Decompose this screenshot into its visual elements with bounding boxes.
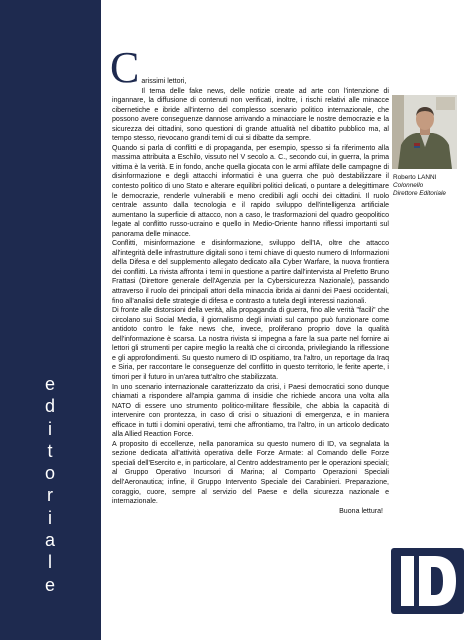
- author-photo: [392, 95, 457, 169]
- signoff: Buona lettura!: [339, 507, 383, 515]
- vertical-heading: [0, 373, 101, 596]
- drop-cap: C: [110, 43, 140, 92]
- paragraph: In uno scenario internazionale caratterizzato da crisi, i Paesi democratici sono dunque chiamati a rispondere all'ampia gamma di insidie che richiede ancora una volta alla NATO di essere uno strumento politico-militare flessibile, che abbia la capacità di intervenire con prontezza, in caso di crisi o situazioni di emergenza, e in maniera efficace in tutti i domini operativi, temi che affrontiamo, tra l'altro, in un articolo dedicato alla Allied Reaction Force.: [112, 383, 389, 439]
- heading-letter: r: [47, 485, 54, 506]
- heading-letter: e: [44, 374, 56, 394]
- heading-letter: l: [48, 552, 53, 573]
- author-role: Direttore Editoriale: [393, 190, 446, 197]
- greeting: arissimi lettori,: [141, 78, 187, 85]
- paragraph: Quando si parla di conflitti e di propaganda, per esempio, spesso si fa riferimento alla massima attribuita a Eschilo, vissuto nel V secolo a. C., secondo cui, in guerra, la prima vittima è la verità. E in fondo, anche quella giocata con le armi affilate delle campagne di disinformazione e degli attacchi informatici è una guerra che può destabilizzare il contesto politico di uno Stato e alterare equilibri politici delicati, o puntare a delegittimare le democrazie, renderle vulnerabili e meno credibili agli occhi dei cittadini. Il ruolo centrale assunto dalla tecnologia e il rapido sviluppo dell'intelligenza artificiale aumentano la superficie di attacco, non a caso, le trasformazioni del quadro geopolitico legate al conflitto russo-ucraino e quello in Medio-Oriente hanno riflessi importanti sul panorama delle minacce.: [112, 144, 389, 238]
- heading-letter: a: [44, 530, 56, 551]
- author-rank: Colonnello: [393, 182, 424, 189]
- heading-letter: e: [44, 574, 56, 595]
- paragraph: Conflitti, misinformazione e disinformazione, sviluppo dell'IA, oltre che attacco all'integrità delle infrastrutture digitali sono i temi chiave di questo numero di Informazioni della Difesa e del supplemento allegato dedicato alla Cyber Warfare, la nuova frontiera dei conflitti. La rivista affronta i temi in questione a partire dall'intervista al Prefetto Bruno Frattasi (Direttore generale dell'Agenzia per la Cybersicurezza Nazionale), passando attraverso il ruolo dei principali attori della minaccia ibrida ai danni dei Paesi occidentali, fino all'analisi delle strategie di difesa e contrasto a tutela degli interessi nazionali.: [112, 240, 389, 305]
- paragraph: Di fronte alle distorsioni della verità, alla propaganda di guerra, fino alle verità "facili" che circolano sui Social Media, il giornalismo degli inviati sul campo può funzionare come antidoto contro le fake news che, invece, proliferano proprio dove la qualità dell'informazione è scarsa. La nostra rivista si impegna a fare la sua parte nel fornire ai lettori gli strumenti per capire meglio la realtà che ci circonda, privilegiando la riflessione e gli approfondimenti. Su questo numero di ID ospitiamo, tra l'altro, un reportage da Iraq e Siria, per raccontare le conseguenze del conflitto in questo territorio, le ferite aperte, i timori per il futuro in un'area tutt'altro che stabilizzata.: [112, 307, 389, 381]
- heading-letter: t: [47, 440, 54, 461]
- paragraph: A proposito di eccellenze, nella panoramica su questo numero di ID, va segnalata la sezione dedicata all'attività operativa delle Forze Armate: al Comando delle Forze speciali dell'Esercito e, in particolare, al Centro addestramento per le operazioni speciali; al Gruppo Operativo Incursori di Marina; al Comparto Operazioni Speciali dell'Aeronautica; infine, il Gruppo Intervento Speciale dei Carabinieri. Preparazione, coraggio, cuore, sempre al servizio del Paese e della sicurezza nazionale e internazionale.: [112, 440, 389, 506]
- id-logo: [391, 548, 464, 614]
- editorial-article: [110, 43, 389, 516]
- heading-letter: i: [48, 507, 53, 528]
- author-name: Roberto LANNI: [393, 174, 437, 181]
- author-caption: [393, 174, 446, 198]
- heading-letter: i: [48, 418, 53, 439]
- heading-letter: d: [44, 396, 56, 417]
- paragraph: Il tema delle fake news, delle notizie create ad arte con l'intenzione di ingannare, la diffusione di contenuti non verificati, inoltre, i rischi relativi alle minacce cibernetiche e ibride all'interno del complesso scenario politico internazionale, che possono avere conseguenze dannose arrivando a minacciare le nostre democrazie e la sicurezza dei cittadini, sono questioni di grande attualità nel dibattito pubblico ma, al tempo stesso, rievocano grandi temi di cui si dibatte da sempre.: [112, 87, 389, 143]
- editorial-sidebar: [0, 0, 101, 640]
- heading-letter: o: [44, 463, 56, 484]
